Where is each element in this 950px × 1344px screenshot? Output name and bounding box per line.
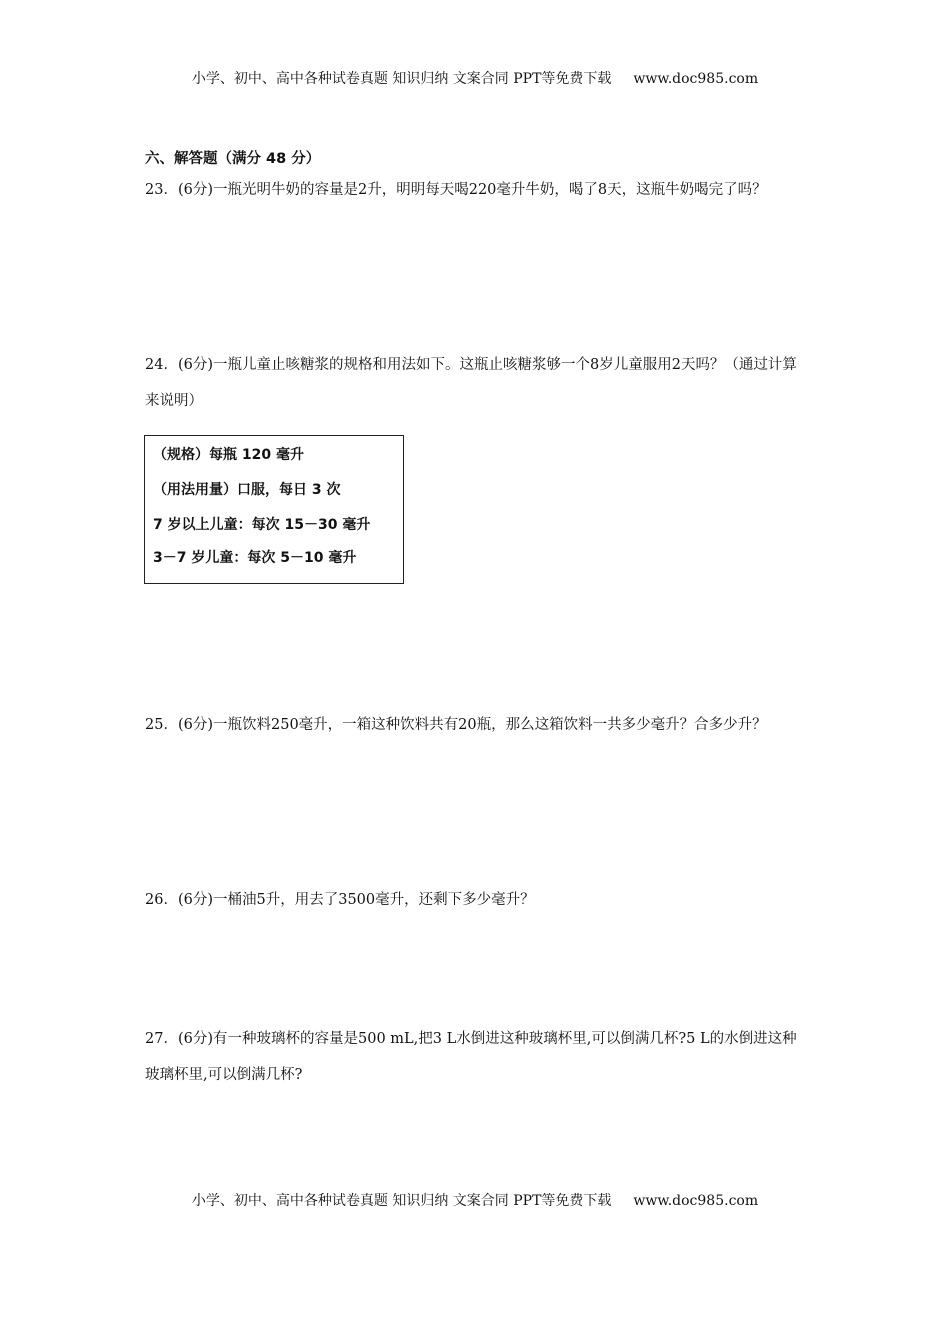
info-box-line-spec: （规格）每瓶 120 毫升 [153, 447, 304, 463]
footer-text: 小学、初中、高中各种试卷真题 知识归纳 文案合同 PPT等免费下载 [191, 1193, 612, 1209]
question-25: 25．(6分)一瓶饮料250毫升，一箱这种饮料共有20瓶，那么这箱饮料一共多少毫升？合多少升？ [145, 717, 767, 733]
medicine-info-box [144, 435, 404, 584]
header-text: 小学、初中、高中各种试卷真题 知识归纳 文案合同 PPT等免费下载 [191, 71, 612, 87]
page-header [0, 68, 950, 88]
header-site-link[interactable]: www.doc985.com [633, 71, 759, 87]
info-box-line-over-7: 7 岁以上儿童：每次 15－30 毫升 [153, 517, 371, 533]
question-23: 23．(6分)一瓶光明牛奶的容量是2升，明明每天喝220毫升牛奶，喝了8天，这瓶牛奶喝完了吗？ [145, 182, 767, 198]
section-title: 六、解答题（满分 48 分） [145, 151, 321, 167]
footer-site-link[interactable]: www.doc985.com [633, 1193, 759, 1209]
info-box-line-3-to-7: 3－7 岁儿童：每次 5－10 毫升 [153, 550, 357, 566]
question-24: 24．(6分)一瓶儿童止咳糖浆的规格和用法如下。这瓶止咳糖浆够一个8岁儿童服用2天吗？（通过计算来说明） [145, 357, 797, 409]
info-box-line-usage: （用法用量）口服，每日 3 次 [153, 482, 341, 498]
question-27: 27．(6分)有一种玻璃杯的容量是500 mL,把3 L水倒进这种玻璃杯里,可以倒满几杯?5 L的水倒进这种玻璃杯里,可以倒满几杯? [145, 1031, 797, 1083]
question-26: 26．(6分)一桶油5升，用去了3500毫升，还剩下多少毫升？ [145, 892, 535, 908]
page-footer [0, 1190, 950, 1210]
